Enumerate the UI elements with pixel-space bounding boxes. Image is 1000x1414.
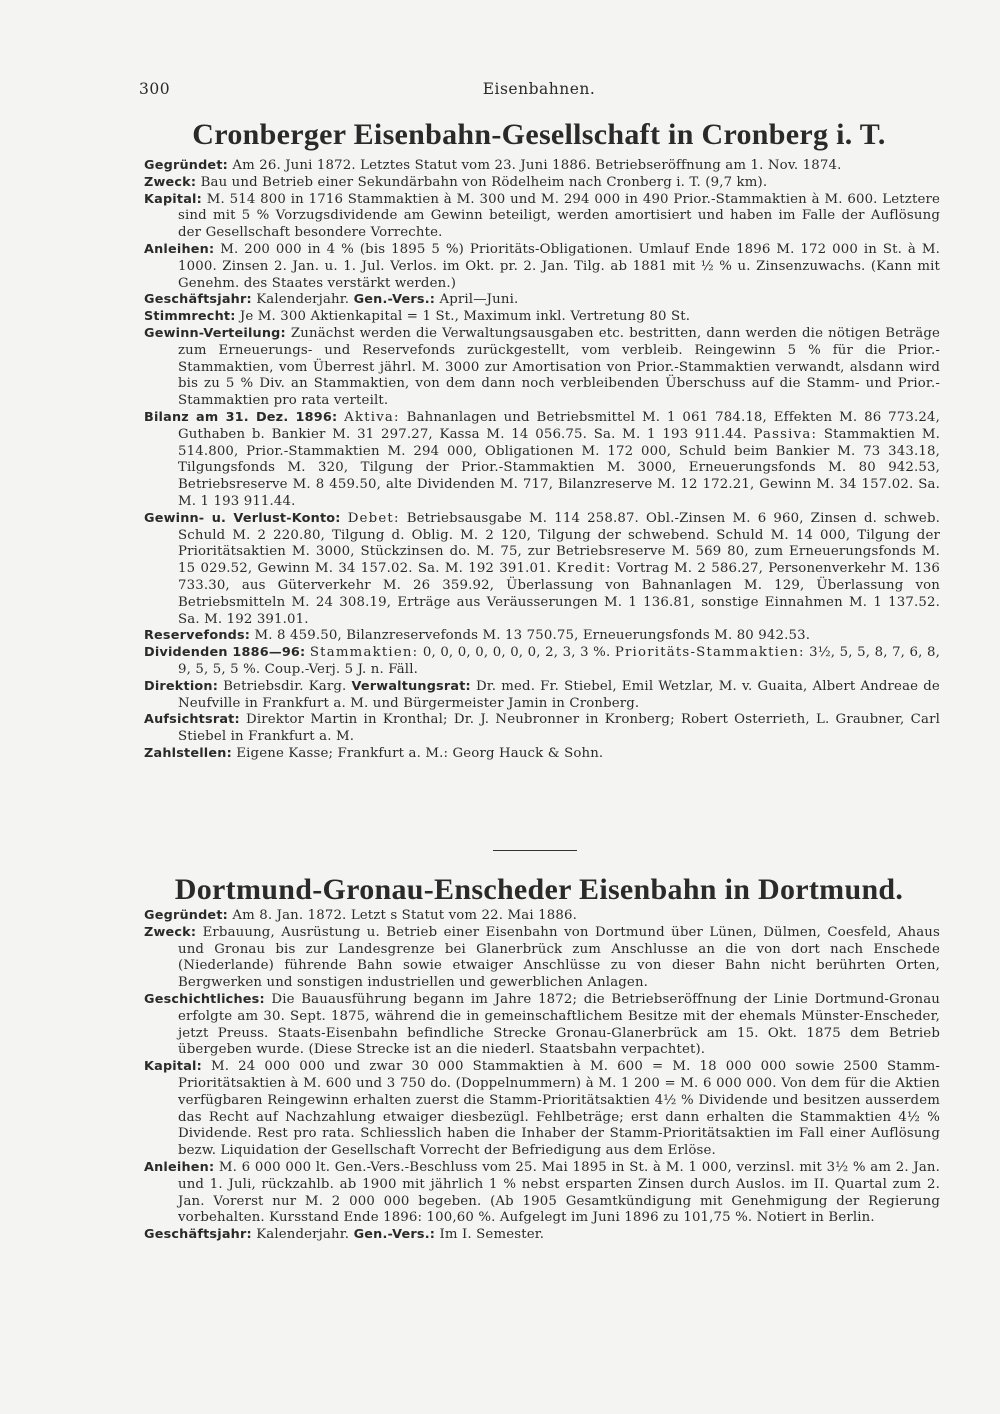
entry-anleihen: [144, 1160, 940, 1227]
entry-label: Gewinn- u. Verlust-Konto:: [144, 510, 341, 526]
stammaktien-text: 0, 0, 0, 0, 0, 0, 0, 2, 3, 3 %.: [422, 645, 611, 661]
entry-label: Geschichtliches:: [144, 991, 265, 1007]
entry-text: M. 8 459.50, Bilanzreservefonds M. 13 750.75, Erneuerungsfonds M. 80 942.53.: [254, 628, 811, 644]
entry-gewinnverteilung: [144, 326, 940, 410]
entry-gegruendet: [144, 158, 940, 175]
entry-zahlstellen: [144, 746, 940, 763]
entry-text: M. 514 800 in 1716 Stammaktien à M. 300 und M. 294 000 in 490 Prior.-Stammaktien à M. 600. Letztere sind mit 5 % Vorzugsdividende am Gewinn beteiligt, werden amortisiert und haben im Falle der Auflösung der Gesellschaft besondere Vorrechte.: [178, 191, 940, 241]
entry-text: Direktor Martin in Kronthal; Dr. J. Neubronner in Kronberg; Robert Osterrieth, L. Graubner, Carl Stiebel in Frankfurt a. M.: [178, 712, 940, 745]
entry-direktion: [144, 679, 940, 713]
entry-label: Bilanz am 31. Dez. 1896:: [144, 409, 338, 425]
entry-gegruendet: [144, 908, 940, 925]
entry-text: April—Juni.: [439, 292, 519, 308]
page-number: 300: [139, 80, 171, 98]
entry-label: Gewinn-Verteilung:: [144, 325, 286, 341]
entry-zweck: [144, 175, 940, 192]
entry-kapital: [144, 1059, 940, 1160]
entry-kapital: [144, 192, 940, 242]
entry-geschaeftsjahr: [144, 1227, 940, 1244]
entry-label-gen-vers: Gen.-Vers.:: [353, 292, 436, 308]
entry-label-verwaltungsrat: Verwaltungsrat:: [351, 678, 471, 694]
entry-text: Eigene Kasse; Frankfurt a. M.: Georg Hauck & Sohn.: [236, 745, 604, 761]
entry-text: Zunächst werden die Verwaltungsausgaben etc. bestritten, dann werden die nötigen Beträge zum Erneuerungs- und Reservefonds zurückgestellt, vom verbleib. Reingewinn 5 % für die Prior.-Stammaktien, vom Überrest jährl. M. 3000 zur Amortisation von Prior.-Stammaktien verwandt, alsdann wird bis zu 5 % Div. an Stammaktien, von dem dann noch verbleibenden Überschuss auf die Stamm- und Prior.-Stammaktien pro rata verteilt.: [178, 325, 940, 409]
entry-label: Anleihen:: [144, 1159, 215, 1175]
entry-label: Geschäftsjahr:: [144, 292, 252, 308]
entry-text: Am 26. Juni 1872. Letztes Statut vom 23. Juni 1886. Betriebseröffnung am 1. Nov. 1874.: [232, 158, 842, 173]
entry-gewinn-verlust-konto: [144, 511, 940, 629]
company-title-cronberger: Cronberger Eisenbahn-Gesellschaft in Cronberg i. T.: [192, 118, 886, 151]
prioritaets-label: Prioritäts-Stammaktien:: [614, 645, 805, 661]
stammaktien-label: Stammaktien:: [309, 645, 419, 661]
entry-text: Erbauung, Ausrüstung u. Betrieb einer Eisenbahn von Dortmund über Lünen, Dülmen, Coesfeld, Ahaus und Gronau bis zur Landesgrenze bei Glanerbrück zum Anschlusse an die von dort nach Enschede (Niederlande) führende Bahn sowie etwaiger Anschlüsse zu von dieser Bahn nicht berührten Orten, Bergwerken und sonstigen industriellen und gewerblichen Anlagen.: [178, 924, 940, 991]
entry-label: Stimmrecht:: [144, 309, 236, 325]
entry-text: M. 6 000 000 lt. Gen.-Vers.-Beschluss vom 25. Mai 1895 in St. à M. 1 000, verzinsl. mit 3½ % am 2. Jan. und 1. Juli, rückzahlb. ab 1900 mit jährlich 1 % nebst ersparten Zinsen durch Auslos. im II. Quartal zum 2. Jan. Vorerst nur M. 2 000 000 begeben. (Ab 1905 Gesamtkündigung mit Genehmigung der Regierung vorbehalten. Kursstand Ende 1896: 100,60 %. Aufgelegt im Juni 1896 zu 101,75 %. Notiert in Berlin.: [178, 1159, 940, 1226]
entry-label: Kapital:: [144, 191, 202, 207]
entry-text: Kalenderjahr.: [256, 1227, 350, 1243]
entry-label: Gegründet:: [144, 158, 228, 173]
entry-stimmrecht: [144, 309, 940, 326]
entry-label: Gegründet:: [144, 908, 228, 923]
entry-reservefonds: [144, 628, 940, 645]
entry-text: Kalenderjahr.: [256, 292, 350, 308]
company-entry-dortmund: [144, 908, 940, 1244]
entry-geschichtliches: [144, 992, 940, 1059]
section-divider: [493, 850, 577, 851]
entry-label: Zahlstellen:: [144, 745, 232, 761]
entry-label: Direktion:: [144, 678, 219, 694]
entry-label: Reservefonds:: [144, 628, 251, 644]
entry-text: Dr. med. Fr. Stiebel, Emil Wetzlar, M. v. Guaita, Albert Andreae de Neufville in Frankfurt a. M. und Bürgermeister Jamin in Cronberg.: [178, 678, 940, 711]
aktiva-text: Bahnanlagen und Betriebsmittel M. 1 061 784.18, Effekten M. 86 773.24, Guthaben b. Bankier M. 31 297.27, Kassa M. 14 056.75. Sa. M. 1 193 911.44.: [178, 409, 940, 442]
entry-label: Aufsichtsrat:: [144, 712, 240, 728]
entry-text: Im I. Semester.: [439, 1227, 545, 1243]
entry-aufsichtsrat: [144, 712, 940, 746]
kredit-text: Vortrag M. 2 586.27, Personenverkehr M. 136 733.30, aus Güterverkehr M. 26 359.92, Überlassung von Bahnanlagen M. 129, Überlassung von Betriebsmitteln M. 24 308.19, Erträge aus Veräusserungen M. 1 136.81, sonstige Einnahmen M. 1 137.52. Sa. M. 192 391.01.: [178, 561, 941, 627]
passiva-label: Passiva:: [753, 426, 818, 442]
debet-label: Debet:: [347, 510, 400, 526]
company-entry-cronberger: [144, 158, 940, 763]
entry-label-gen-vers: Gen.-Vers.:: [353, 1227, 436, 1243]
debet-text: Betriebsausgabe M. 114 258.87. Obl.-Zinsen M. 6 960, Zinsen d. schweb. Schuld M. 2 220.80, Tilgung d. Oblig. M. 2 120, Tilgung der schwebend. Schuld M. 14 000, Tilgung der Prioritätsaktien M. 3000, Stückzinsen do. M. 75, zur Betriebsreserve M. 569 80, zum Erneuerungsfonds M. 15 029.52, Gewinn M. 34 157.02. Sa. M. 192 391.01.: [178, 510, 940, 577]
entry-label: Anleihen:: [144, 241, 215, 257]
entry-geschaeftsjahr: [144, 292, 940, 309]
entry-label: Zweck:: [144, 174, 197, 190]
entry-text: Bau und Betrieb einer Sekundärbahn von Rödelheim nach Cronberg i. T. (9,7 km).: [200, 174, 768, 190]
page-header: [139, 80, 939, 100]
entry-text: M. 24 000 000 und zwar 30 000 Stammaktien à M. 600 = M. 18 000 000 sowie 2500 Stamm-Prioritätsaktien à M. 600 und 3 750 do. (Doppelnummern) à M. 1 200 = M. 6 000 000. Von dem für die Aktien verfügbaren Reingewinn erhalten zuerst die Stamm-Prioritätsaktien 4½ % Dividende und besitzen ausserdem das Recht auf Nachzahlung etwaiger diesbezügl. Fehlbeträge; erst dann erhalten die Stammaktien 4½ % Dividende. Rest pro rata. Schliesslich haben die Inhaber der Stamm-Prioritätsaktien im Fall einer Auflösung bezw. Liquidation der Gesellschaft Vorrecht der Befriedigung aus dem Erlöse.: [178, 1059, 940, 1159]
entry-text: Betriebsdir. Karg.: [223, 678, 347, 694]
entry-label: Dividenden 1886—96:: [144, 645, 306, 661]
aktiva-label: Aktiva:: [344, 409, 400, 425]
entry-zweck: [144, 925, 940, 992]
passiva-text: Stammaktien M. 514.800, Prior.-Stammaktien M. 294 000, Obligationen M. 172 000, Schuld beim Bankier M. 73 343.18, Tilgungsfonds M. 320, Tilgung der Prior.-Stammaktien M. 3000, Erneuerungsfonds M. 80 942.53, Betriebsreserve M. 8 459.50, alte Dividenden M. 717, Bilanzreserve M. 12 172.21, Gewinn M. 34 157.02. Sa. M. 1 193 911.44.: [178, 426, 940, 509]
company-title-dortmund: Dortmund-Gronau-Enscheder Eisenbahn in Dortmund.: [174, 873, 904, 906]
kredit-label: Kredit:: [556, 561, 612, 577]
entry-text: Am 8. Jan. 1872. Letzt s Statut vom 22. Mai 1886.: [232, 908, 577, 923]
entry-text: Die Bauausführung begann im Jahre 1872; die Betriebseröffnung der Linie Dortmund-Gronau erfolgte am 30. Sept. 1875, während die in gemeinschaftlichem Besitze mit der ehemals Münster-Enscheder, jetzt Preuss. Staats-Eisenbahn befindliche Strecke Gronau-Glanerbrück am 15. Okt. 1875 dem Betrieb übergeben wurde. (Diese Strecke ist an die niederl. Staatsbahn verpachtet).: [178, 991, 940, 1058]
entry-text: M. 200 000 in 4 % (bis 1895 5 %) Prioritäts-Obligationen. Umlauf Ende 1896 M. 172 000 in St. à M. 1000. Zinsen 2. Jan. u. 1. Jul. Verlos. im Okt. pr. 2. Jan. Tilg. ab 1881 mit ½ % u. Zinsenzuwachs. (Kann mit Genehm. des Staates verstärkt werden.): [178, 241, 940, 291]
prioritaets-text: 3½, 5, 5, 8, 7, 6, 8, 9, 5, 5, 5 %. Coup.-Verj. 5 J. n. Fäll.: [178, 645, 940, 677]
running-title: Eisenbahnen.: [482, 80, 596, 98]
entry-label: Kapital:: [144, 1059, 202, 1075]
entry-text: Je M. 300 Aktienkapital = 1 St., Maximum inkl. Vertretung 80 St.: [239, 309, 691, 325]
entry-bilanz: [144, 410, 940, 511]
entry-label: Zweck:: [144, 924, 197, 940]
entry-label: Geschäftsjahr:: [144, 1227, 252, 1243]
entry-anleihen: [144, 242, 940, 292]
entry-dividenden: [144, 645, 940, 679]
